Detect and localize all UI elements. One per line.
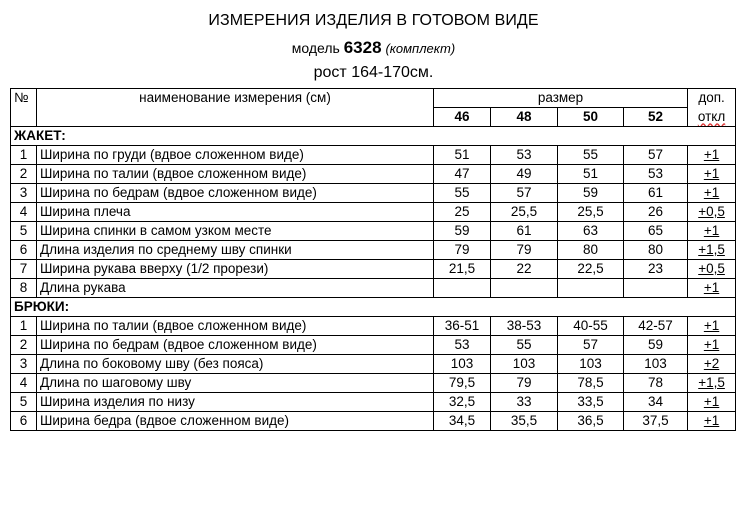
measurement-name: Длина рукава	[37, 279, 434, 298]
table-row	[11, 374, 736, 393]
value-size-46: 79,5	[434, 374, 491, 393]
value-size-50: 103	[558, 355, 624, 374]
value-size-48: 38-53	[491, 317, 558, 336]
value-size-50: 55	[558, 146, 624, 165]
tolerance-text: +1,5	[698, 242, 725, 257]
measurement-name: Ширина по бедрам (вдвое сложенном виде)	[37, 336, 434, 355]
table-row	[11, 412, 736, 431]
value-size-46: 32,5	[434, 393, 491, 412]
row-number: 3	[11, 355, 37, 374]
row-number: 1	[11, 146, 37, 165]
measurement-name: Длина по шаговому шву	[37, 374, 434, 393]
value-size-52: 42-57	[624, 317, 688, 336]
tolerance-value	[688, 317, 736, 336]
value-size-52: 57	[624, 146, 688, 165]
value-size-50: 36,5	[558, 412, 624, 431]
value-size-52: 78	[624, 374, 688, 393]
value-size-48: 53	[491, 146, 558, 165]
tolerance-value	[688, 222, 736, 241]
value-size-46: 47	[434, 165, 491, 184]
value-size-46	[434, 279, 491, 298]
tolerance-text: +1	[703, 185, 720, 200]
tolerance-text: +1	[703, 318, 720, 333]
tolerance-value	[688, 393, 736, 412]
tolerance-text: +0,5	[698, 261, 725, 276]
section-title: ЖАКЕТ:	[11, 127, 736, 146]
value-size-48: 49	[491, 165, 558, 184]
table-row	[11, 241, 736, 260]
tolerance-value	[688, 203, 736, 222]
size-header-48: 48	[491, 108, 558, 127]
tolerance-text: +1	[703, 166, 720, 181]
model-note: (комплект)	[385, 41, 456, 56]
value-size-46: 103	[434, 355, 491, 374]
measurement-name: Ширина по талии (вдвое сложенном виде)	[37, 165, 434, 184]
tolerance-text: +1	[703, 394, 720, 409]
value-size-52: 80	[624, 241, 688, 260]
header-row-1	[11, 89, 736, 108]
value-size-48: 103	[491, 355, 558, 374]
value-size-52: 103	[624, 355, 688, 374]
value-size-48: 79	[491, 241, 558, 260]
value-size-50: 80	[558, 241, 624, 260]
table-row	[11, 355, 736, 374]
value-size-50: 63	[558, 222, 624, 241]
section-row	[11, 298, 736, 317]
measurement-name: Ширина бедра (вдвое сложенном виде)	[37, 412, 434, 431]
document-title: ИЗМЕРЕНИЯ ИЗДЕЛИЯ В ГОТОВОМ ВИДЕ	[208, 12, 539, 29]
table-row	[11, 317, 736, 336]
tolerance-text: +1	[703, 223, 720, 238]
measurement-name: Длина изделия по среднему шву спинки	[37, 241, 434, 260]
size-header-46: 46	[434, 108, 491, 127]
value-size-46: 21,5	[434, 260, 491, 279]
value-size-52: 23	[624, 260, 688, 279]
model-prefix: модель	[291, 40, 340, 56]
value-size-52	[624, 279, 688, 298]
value-size-46: 55	[434, 184, 491, 203]
tolerance-value	[688, 184, 736, 203]
header-size: размер	[434, 89, 688, 108]
tolerance-value	[688, 260, 736, 279]
value-size-50: 57	[558, 336, 624, 355]
value-size-46: 51	[434, 146, 491, 165]
header-tolerance-2	[688, 108, 736, 127]
row-number: 8	[11, 279, 37, 298]
measurement-name: Длина по боковому шву (без пояса)	[37, 355, 434, 374]
value-size-50: 78,5	[558, 374, 624, 393]
value-size-52: 26	[624, 203, 688, 222]
value-size-50: 40-55	[558, 317, 624, 336]
tolerance-value	[688, 336, 736, 355]
header-num: №	[11, 89, 37, 127]
value-size-46: 36-51	[434, 317, 491, 336]
value-size-52: 53	[624, 165, 688, 184]
value-size-48: 57	[491, 184, 558, 203]
table-row	[11, 393, 736, 412]
size-header-50: 50	[558, 108, 624, 127]
value-size-52: 61	[624, 184, 688, 203]
tolerance-text: +1	[703, 280, 720, 295]
tolerance-value	[688, 412, 736, 431]
value-size-50: 22,5	[558, 260, 624, 279]
measurements-table-body	[11, 89, 736, 431]
measurement-name: Ширина спинки в самом узком месте	[37, 222, 434, 241]
table-row	[11, 146, 736, 165]
tolerance-value	[688, 355, 736, 374]
tolerance-text: +1	[703, 147, 720, 162]
value-size-48: 22	[491, 260, 558, 279]
row-number: 6	[11, 241, 37, 260]
value-size-46: 53	[434, 336, 491, 355]
measurement-name: Ширина по бедрам (вдвое сложенном виде)	[37, 184, 434, 203]
measurements-table	[10, 88, 736, 431]
tolerance-text: +0,5	[698, 204, 725, 219]
row-number: 4	[11, 374, 37, 393]
size-header-52: 52	[624, 108, 688, 127]
value-size-48: 33	[491, 393, 558, 412]
tolerance-value	[688, 241, 736, 260]
value-size-48: 61	[491, 222, 558, 241]
table-row	[11, 165, 736, 184]
row-number: 4	[11, 203, 37, 222]
value-size-46: 34,5	[434, 412, 491, 431]
tolerance-text: +2	[703, 356, 720, 371]
tolerance-text: +1	[703, 413, 720, 428]
value-size-50: 59	[558, 184, 624, 203]
model-line	[0, 38, 747, 58]
measurement-name: Ширина изделия по низу	[37, 393, 434, 412]
table-row	[11, 336, 736, 355]
tolerance-text: +1,5	[698, 375, 725, 390]
value-size-48: 55	[491, 336, 558, 355]
value-size-46: 59	[434, 222, 491, 241]
header-name: наименование измерения (см)	[37, 89, 434, 127]
table-row	[11, 184, 736, 203]
table-row	[11, 222, 736, 241]
value-size-46: 79	[434, 241, 491, 260]
measurement-name: Ширина рукава вверху (1/2 прорези)	[37, 260, 434, 279]
header-tolerance-1: доп.	[688, 89, 736, 108]
tolerance-value	[688, 146, 736, 165]
section-title: БРЮКИ:	[11, 298, 736, 317]
measurement-name: Ширина по груди (вдвое сложенном виде)	[37, 146, 434, 165]
measurement-name: Ширина по талии (вдвое сложенном виде)	[37, 317, 434, 336]
value-size-52: 34	[624, 393, 688, 412]
row-number: 3	[11, 184, 37, 203]
value-size-48: 25,5	[491, 203, 558, 222]
row-number: 2	[11, 336, 37, 355]
tolerance-value	[688, 374, 736, 393]
section-row	[11, 127, 736, 146]
value-size-50	[558, 279, 624, 298]
header-tolerance-2-text: откл	[697, 108, 726, 124]
row-number: 2	[11, 165, 37, 184]
tolerance-value	[688, 165, 736, 184]
value-size-46: 25	[434, 203, 491, 222]
row-number: 1	[11, 317, 37, 336]
value-size-48	[491, 279, 558, 298]
value-size-48: 79	[491, 374, 558, 393]
table-row	[11, 203, 736, 222]
model-number: 6328	[343, 38, 382, 57]
value-size-52: 65	[624, 222, 688, 241]
value-size-50: 33,5	[558, 393, 624, 412]
row-number: 7	[11, 260, 37, 279]
value-size-50: 51	[558, 165, 624, 184]
row-number: 6	[11, 412, 37, 431]
row-number: 5	[11, 222, 37, 241]
row-number: 5	[11, 393, 37, 412]
table-row	[11, 279, 736, 298]
value-size-52: 59	[624, 336, 688, 355]
value-size-48: 35,5	[491, 412, 558, 431]
tolerance-text: +1	[703, 337, 720, 352]
table-row	[11, 260, 736, 279]
tolerance-value	[688, 279, 736, 298]
value-size-52: 37,5	[624, 412, 688, 431]
height-range: рост 164-170см.	[313, 64, 434, 81]
measurement-name: Ширина плеча	[37, 203, 434, 222]
value-size-50: 25,5	[558, 203, 624, 222]
